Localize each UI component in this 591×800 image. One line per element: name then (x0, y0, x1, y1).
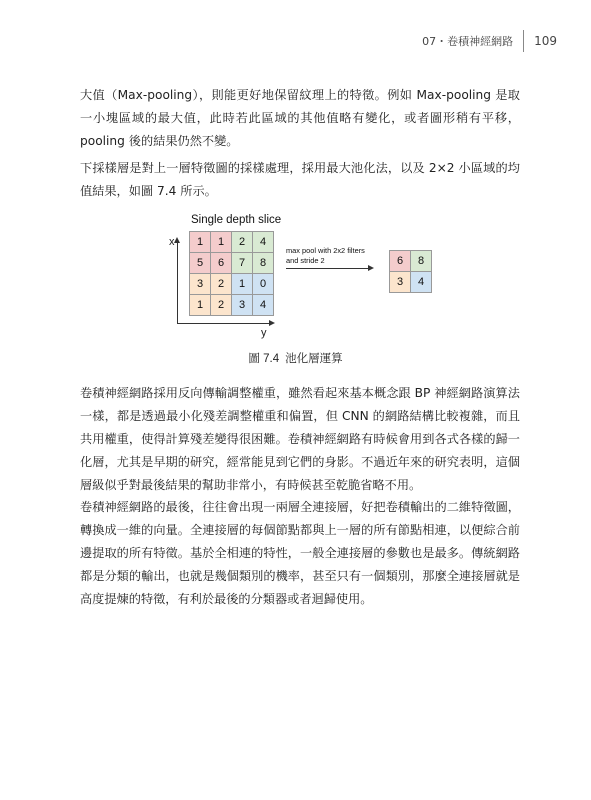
input-grid-cell: 2 (211, 295, 232, 316)
input-grid-cell: 7 (232, 253, 253, 274)
input-grid-cell: 6 (211, 253, 232, 274)
output-grid-cell: 8 (411, 251, 432, 272)
output-grid-cell: 4 (411, 272, 432, 293)
operation-label-line2: and stride 2 (286, 256, 325, 265)
output-grid-cell: 6 (390, 251, 411, 272)
operation-label-line1: max pool with 2x2 filters (286, 246, 365, 255)
input-grid-cell: 3 (190, 274, 211, 295)
input-grid-cell: 1 (211, 232, 232, 253)
page-header (422, 30, 557, 52)
chapter-title: 07・卷積神經網路 (422, 35, 514, 48)
input-grid-cell: 8 (253, 253, 274, 274)
output-grid (389, 250, 432, 293)
x-axis-arrow (177, 240, 178, 324)
figure-title: Single depth slice (191, 214, 282, 226)
input-grid-cell: 1 (190, 232, 211, 253)
operation-arrow (286, 268, 371, 269)
input-grid-cell: 1 (232, 274, 253, 295)
figure-caption (0, 350, 591, 366)
output-grid-cell: 3 (390, 272, 411, 293)
caption-number: 圖 7.4 (248, 353, 280, 365)
operation-label (286, 246, 386, 266)
paragraph-downsampling: 下採樣層是對上一層特徵圖的採樣處理，採用最大池化法，以及 2×2 小區域的均值結果，如圖 7.4 所示。 (80, 161, 520, 198)
input-grid-cell: 4 (253, 232, 274, 253)
x-axis-label: x (169, 236, 175, 248)
input-grid-cell: 2 (232, 232, 253, 253)
paragraph-backprop: 卷積神經網路採用反向傳輸調整權重，雖然看起來基本概念跟 BP 神經網路演算法一樣，都是透過最小化殘差調整權重和偏置，但 CNN 的網路結構比較複雜，而且共用權重，使得計算殘差變得很困難。卷積神經網路有時候會用到各式各樣的歸一化層，尤其是早期的研究，經常能見到它們的身影。不過近年來的研究表明，這個層級似乎對最後結果的幫助非常小，有時候甚至乾脆省略不用。 (80, 386, 520, 492)
paragraph-fully-connected: 卷積神經網路的最後，往往會出現一兩層全連接層，好把卷積輸出的二維特徵圖，轉換成一維的向量。全連接層的每個節點都與上一層的所有節點相連，以便綜合前邊提取的所有特徵。基於全相連的特性，一般全連接層的參數也是最多。傳統網路都是分類的輸出，也就是幾個類別的機率，甚至只有一個類別，那麼全連接層就是高度提煉的特徵，有利於最後的分類器或者迴歸使用。 (80, 500, 520, 606)
input-grid-cell: 3 (232, 295, 253, 316)
input-grid-cell: 0 (253, 274, 274, 295)
caption-text: 池化層運算 (285, 351, 343, 365)
input-grid-cell: 1 (190, 295, 211, 316)
y-axis-arrow (178, 323, 272, 324)
y-axis-label: y (261, 327, 267, 339)
input-grid-cell: 4 (253, 295, 274, 316)
input-grid-cell: 2 (211, 274, 232, 295)
page-number: 109 (534, 34, 557, 48)
paragraph-max-pooling: 大值（Max-pooling），則能更好地保留紋理上的特徵。例如 Max-pooling 是取一小塊區域的最大值，此時若此區域的其他值略有變化，或者圖形稍有平移，pooling 後的結果仍然不變。 (80, 88, 520, 148)
pooling-figure (165, 210, 445, 350)
header-divider (523, 30, 524, 52)
input-grid (189, 231, 274, 316)
input-grid-cell: 5 (190, 253, 211, 274)
